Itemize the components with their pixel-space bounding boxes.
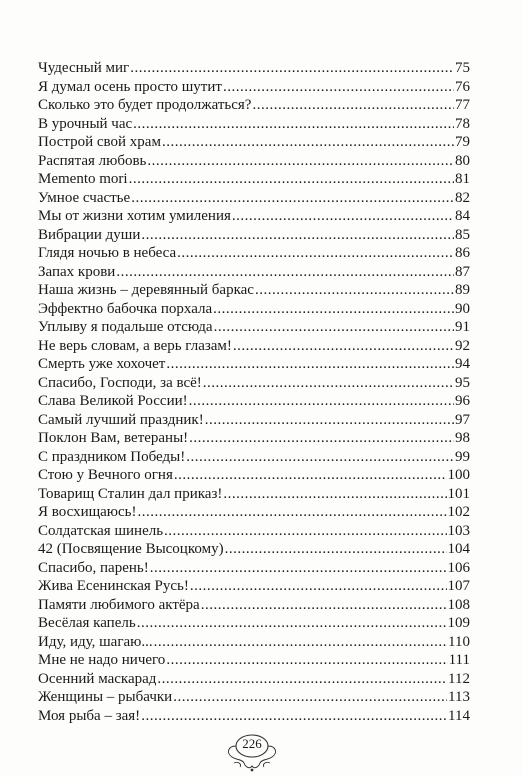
toc-dot-leader	[129, 170, 454, 189]
toc-entry	[38, 448, 470, 467]
toc-entry	[38, 96, 470, 115]
toc-entry-title: С праздником Победы!	[38, 448, 186, 465]
toc-entry-page: 76	[455, 78, 470, 95]
toc-dot-leader	[233, 337, 454, 356]
toc-entry-title: Построй свой храм	[38, 134, 161, 150]
toc-entry	[38, 559, 470, 578]
toc-entry	[38, 170, 470, 189]
toc-entry-title: Наша жизнь – деревянный баркас	[38, 282, 254, 298]
toc-entry	[38, 466, 470, 485]
toc-entry-page: 108	[447, 596, 470, 613]
toc-entry	[38, 503, 470, 522]
toc-entry	[38, 429, 470, 448]
toc-entry-title: Моя рыба – зая!	[38, 707, 141, 724]
toc-entry-title: Иду, иду, шагаю...	[38, 633, 153, 650]
toc-entry-page: 78	[455, 115, 470, 132]
toc-entry-title: Товарищ Сталин дал приказ!	[38, 485, 223, 502]
toc-entry-title: Memento mori	[38, 171, 128, 187]
toc-entry-title: Слава Великой России!	[38, 393, 188, 409]
toc-entry	[38, 59, 470, 78]
toc-entry-page: 113	[448, 689, 470, 705]
toc-entry-title: Женщины – рыбачки	[38, 689, 173, 705]
toc-entry-page: 92	[455, 337, 470, 354]
toc-entry-page: 84	[455, 208, 470, 224]
toc-dot-leader	[173, 688, 447, 707]
toc-entry-page: 96	[455, 393, 470, 409]
toc-entry	[38, 226, 470, 245]
toc-entry-page: 91	[455, 319, 470, 335]
toc-entry-page: 97	[455, 411, 470, 428]
toc-entry-page: 77	[455, 97, 470, 113]
toc-entry-page: 100	[447, 467, 470, 483]
toc-dot-leader	[223, 78, 454, 97]
toc-entry	[38, 670, 470, 689]
toc-entry	[38, 707, 470, 726]
toc-entry	[38, 207, 470, 226]
toc-dot-leader	[116, 263, 454, 282]
toc-entry	[38, 281, 470, 300]
toc-entry-page: 112	[448, 670, 470, 687]
toc-dot-leader	[133, 115, 454, 134]
toc-entry-title: Умное счастье	[38, 189, 131, 206]
toc-dot-leader	[154, 633, 447, 652]
toc-entry-page: 94	[455, 356, 470, 372]
toc-dot-leader	[214, 318, 454, 337]
toc-entry-title: Вибрации души	[38, 226, 141, 243]
toc-entry	[38, 189, 470, 208]
toc-entry-page: 109	[447, 615, 470, 631]
toc-entry	[38, 392, 470, 411]
toc-entry	[38, 633, 470, 652]
toc-entry-title: Распятая любовь	[38, 152, 147, 169]
toc-entry-page: 110	[448, 633, 470, 650]
toc-entry-title: Поклон Вам, ветераны!	[38, 430, 189, 446]
toc-dot-leader	[186, 448, 454, 467]
page-number: 226	[242, 736, 262, 751]
toc-entry-page: 99	[455, 448, 470, 465]
toc-entry-page: 111	[448, 652, 470, 668]
toc-entry-title: Осенний маскарад	[38, 670, 157, 687]
toc-entry-page: 87	[455, 263, 470, 280]
toc-entry-page: 75	[455, 60, 470, 76]
toc-entry-title: Я восхищаюсь!	[38, 504, 137, 520]
toc-entry-title: Весёлая капель	[38, 615, 136, 631]
toc-entry-title: Уплыву я подальше отсюда	[38, 319, 213, 335]
toc-entry-page: 90	[455, 300, 470, 317]
toc-entry-title: Эффектно бабочка порхала	[38, 300, 213, 317]
toc-entry-page: 86	[455, 245, 470, 261]
toc-dot-leader	[150, 559, 447, 578]
toc-entry-page: 101	[447, 485, 470, 502]
toc-dot-leader	[141, 707, 447, 726]
toc-dot-leader	[141, 226, 454, 245]
toc-entry-page: 95	[455, 374, 470, 391]
toc-dot-leader	[255, 281, 454, 300]
toc-dot-leader	[131, 189, 454, 208]
toc-entry	[38, 152, 470, 171]
toc-dot-leader	[223, 485, 446, 504]
toc-entry-page: 85	[455, 226, 470, 243]
toc-dot-leader	[137, 614, 447, 633]
toc-entry-title: Смерть уже хохочет	[38, 356, 166, 372]
toc-entry	[38, 244, 470, 263]
toc-entry-page: 82	[455, 189, 470, 206]
toc-entry	[38, 337, 470, 356]
toc-entry	[38, 688, 470, 707]
toc-entry-page: 89	[455, 282, 470, 298]
toc-dot-leader	[190, 577, 447, 596]
toc-dot-leader	[166, 651, 447, 670]
toc-dot-leader	[201, 596, 447, 615]
toc-entry-title: Мне не надо ничего	[38, 652, 166, 668]
toc-entry-title: Самый лучший праздник!	[38, 411, 204, 428]
toc-entry	[38, 263, 470, 282]
toc-entry-title: Солдатская шинель	[38, 522, 164, 539]
toc-entry-page: 107	[447, 578, 470, 594]
toc-entry	[38, 614, 470, 633]
toc-entry-page: 80	[455, 152, 470, 169]
toc-entry-title: Не верь словам, а верь глазам!	[38, 337, 232, 354]
toc-entry	[38, 374, 470, 393]
toc-entry-page: 104	[447, 541, 470, 557]
toc-dot-leader	[177, 244, 454, 263]
toc-entry	[38, 318, 470, 337]
toc-dot-leader	[225, 540, 447, 559]
toc-entry-title: Жива Есенинская Русь!	[38, 578, 189, 594]
toc-dot-leader	[213, 300, 454, 319]
toc-dot-leader	[138, 503, 447, 522]
toc-dot-leader	[174, 466, 447, 485]
toc-entry-title: Спасибо, парень!	[38, 559, 149, 576]
toc-entry-page: 81	[455, 171, 470, 187]
toc-entry	[38, 411, 470, 430]
toc-dot-leader	[130, 59, 454, 78]
toc-entry	[38, 596, 470, 615]
toc-entry-page: 106	[447, 559, 470, 576]
toc-entry	[38, 540, 470, 559]
toc-entry-title: Памяти любимого актёра	[38, 596, 200, 613]
toc-entry-title: Чудесный миг	[38, 60, 130, 76]
toc-entry	[38, 522, 470, 541]
toc-entry	[38, 355, 470, 374]
toc-entry	[38, 78, 470, 97]
toc-entry-title: 42 (Посвящение Высоцкому)	[38, 541, 224, 557]
toc-entry-title: Спасибо, Господи, за всё!	[38, 374, 202, 391]
toc-dot-leader	[205, 411, 454, 430]
toc-entry-title: Я думал осень просто шутит	[38, 78, 222, 95]
toc-dot-leader	[189, 429, 454, 448]
page-number-block	[222, 733, 282, 773]
toc-entry	[38, 577, 470, 596]
toc-entry-page: 79	[455, 134, 470, 150]
toc-entry-title: Мы от жизни хотим умиления	[38, 208, 231, 224]
toc-entry	[38, 133, 470, 152]
toc-dot-leader	[189, 392, 454, 411]
toc-dot-leader	[203, 374, 454, 393]
table-of-contents	[38, 59, 470, 725]
toc-entry-title: Запах крови	[38, 263, 116, 280]
toc-entry-title: Стою у Вечного огня	[38, 467, 173, 483]
toc-dot-leader	[157, 670, 447, 689]
toc-dot-leader	[162, 133, 454, 152]
toc-entry-page: 114	[448, 707, 470, 724]
toc-dot-leader	[147, 152, 454, 171]
toc-entry	[38, 300, 470, 319]
toc-dot-leader	[252, 96, 454, 115]
toc-entry-page: 103	[447, 522, 470, 539]
toc-dot-leader	[164, 522, 446, 541]
toc-entry-page: 98	[455, 430, 470, 446]
toc-entry-title: Глядя ночью в небеса	[38, 245, 177, 261]
toc-entry	[38, 115, 470, 134]
toc-dot-leader	[166, 355, 454, 374]
toc-dot-leader	[232, 207, 454, 226]
toc-entry	[38, 651, 470, 670]
toc-entry-title: Сколько это будет продолжаться?	[38, 97, 252, 113]
toc-entry-page: 102	[447, 504, 470, 520]
toc-entry	[38, 485, 470, 504]
toc-entry-title: В урочный час	[38, 115, 133, 132]
